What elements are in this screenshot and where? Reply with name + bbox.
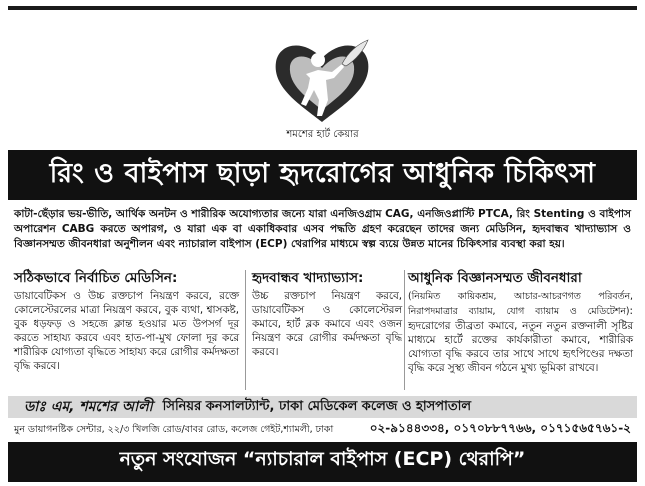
intro-text: কাটা-ছেঁড়ার ভয়-ভীতি, আর্থিক অনটন ও শারীরিক অযোগ্যতার জন্যে যারা এনজিওগ্রাম CAG, এনজিওপ্লাস্টি PTCA, রিং Stenting ও বাইপাস অপারেশন CABG করতে অপারগ, ও যারা এক বা একাধিকবার এসব পদ্ধতি গ্রহণ করেছেন তাদের জন্য মেডিসিন, হৃদবান্ধব খাদ্যাভ্যাস ও বিজ্ঞানসম্মত জীবনধারা অনুশীলন এবং ন্যাচারাল বাইপাস (ECP) থেরাপির মাধ্যমে স্বল্প ব্যয়ে উন্নত মানের চিকিৎসার ব্যবস্থা করা হয়।	[14, 208, 631, 250]
column-divider	[245, 270, 246, 390]
column-body: ডায়াবেটিকস ও উচ্চ রক্তচাপ নিয়ন্ত্রণ করবে, রক্তে কোলেস্টেরলের মাত্রা নিয়ন্ত্রণ করবে, বুক ব্যথা, শ্বাসকষ্ট, বুক ধড়ফড় ও সহজে ক্লান্ত হওয়ার মত উপসর্গ দূর করতে সাহায্য করবে এবং হাত-পা-মুখ ফোলা দূর করে শারীরিক যোগ্যতা বৃদ্ধিতে সাহায্য করে রোগীর কর্মদক্ষতা বৃদ্ধি করবে।	[14, 290, 239, 372]
column-body	[408, 289, 633, 375]
column-heading: আধুনিক বিজ্ঞানসম্মত জীবনধারা	[408, 270, 582, 286]
top-rule	[8, 6, 637, 10]
column-body: উচ্চ রক্তচাপ নিয়ন্ত্রণ করবে, ডায়াবেটিকস ও কোলেস্টেরল কমাবে, হার্ট ব্লক কমাবে এবং ওজন নিয়ন্ত্রণ করে রোগীর কর্মদক্ষতা বৃদ্ধি করবে।	[252, 290, 402, 358]
column-medicine	[14, 270, 239, 373]
column-divider	[404, 270, 405, 390]
address: মুন ডায়াগনষ্টিক সেন্টার, ২২/৩ খিলজি রোড/বাবর রোড, কলেজ গেইট,শ্যামলী, ঢাকা	[14, 423, 334, 435]
intro-paragraph	[14, 207, 631, 252]
column-lifestyle	[408, 270, 633, 375]
column-diet	[252, 270, 402, 359]
footer-banner: নতুন সংযোজন “ন্যাচারাল বাইপাস (ECP) থেরাপি”	[8, 442, 637, 480]
column-subheading: (নিয়মিত কায়িকশ্রম, আচার-আচরণগত পরিবর্তন, নিরাপদমাত্রার ব্যায়াম, যোগ ব্যায়াম ও মেডিটেশন)	[408, 291, 633, 317]
brand-name: শমশের হার্ট কেয়ার	[286, 129, 359, 140]
bottom-rule	[8, 480, 637, 482]
headline: রিং ও বাইপাস ছাড়া হৃদরোগের আধুনিক চিকিৎসা	[8, 150, 637, 200]
phone-numbers: ০২-৯১৪৪৩৩৪, ০১৭০৮৮৭৭৬৬, ০১৭১৫৬৫৭৬১-২	[369, 421, 631, 435]
doctor-designation: সিনিয়র কনসালট্যান্ট, ঢাকা মেডিকেল কলেজ ও হাসপাতাল	[162, 398, 472, 414]
doctor-name: ডাঃ এম, শমশের আলী	[24, 399, 153, 415]
column-heading: সঠিকভাবে নির্বাচিত মেডিসিন:	[14, 270, 178, 286]
column-body-text: : হৃদরোগের তীব্রতা কমাবে, নতুন নতুন রক্তনালী সৃষ্টির মাধ্যমে হার্টে রক্তের কার্যকারীতা কমাবে, শারীরিক যোগ্যতা বৃদ্ধি করবে তার সাথে সাথে হৃৎপিণ্ডের দক্ষতা বৃদ্ধি করে সুস্থ্য জীবন গঠনে মুখ্য ভূমিকা রাখবে।	[408, 305, 633, 374]
contact-row	[8, 420, 637, 440]
doctor-bar	[8, 396, 637, 418]
column-heading: হৃদবান্ধব খাদ্যাভ্যাস:	[252, 270, 364, 286]
